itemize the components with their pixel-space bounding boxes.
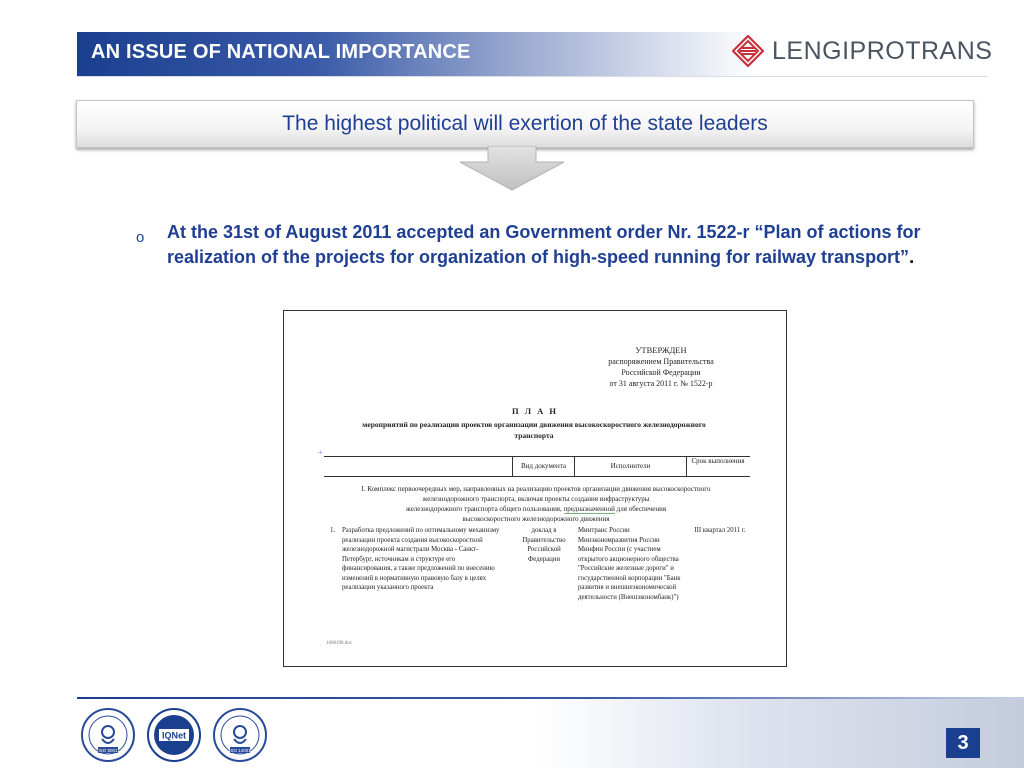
bullet-main-text: At the 31st of August 2011 accepted an Government order Nr. 1522-r “Plan of actions for realization of the projects for organization of high-speed running for railway transport” <box>167 222 921 267</box>
highlighted-word: предназначенной <box>563 505 615 513</box>
approval-line: распоряжением Правительства <box>608 357 714 366</box>
column-header-deadline: Срок выполнения <box>691 457 745 465</box>
section-line: I. Комплекс первоочередных мер, направленных на реализацию проектов организации движения высокоскоростного <box>361 485 711 493</box>
bullet-marker: o <box>136 229 145 246</box>
seal-label: ISO 9001 <box>98 748 118 753</box>
approval-heading: УТВЕРЖДЕН <box>635 345 687 355</box>
row-doc-type: доклад в Правительство Российской Федерации <box>522 527 566 563</box>
approval-line: от 31 августа 2011 г. № 1522-р <box>609 379 713 388</box>
banner-text: The highest political will exertion of the state leaders <box>282 112 768 135</box>
approval-block <box>576 345 746 389</box>
section-text: для обеспечения <box>614 505 667 513</box>
approval-line: Российской Федерации <box>621 368 701 377</box>
iso-14001-seal-icon <box>212 707 268 763</box>
plan-title: П Л А Н <box>511 406 559 416</box>
column-header-executors: Исполнители <box>610 462 651 470</box>
down-arrow-icon <box>458 146 566 192</box>
section-line: железнодорожного транспорта, включая проекты создания инфраструктуры <box>422 495 650 503</box>
logo-text: LENGIPROTRANS <box>772 36 993 65</box>
iso-9001-seal-icon <box>80 707 136 763</box>
page-number: 3 <box>946 728 980 758</box>
bullet-text <box>167 220 927 270</box>
statement-banner <box>76 100 974 148</box>
government-order-image <box>283 310 787 667</box>
header-bar <box>77 32 757 76</box>
row-measure: Разработка предложений по оптимальному механизму реализации проекта создания высокоскоростной железнодорожной магистрали Москва - Санкт-Петербург, источникам и структуре его финансирования, а также предложений по внесению изменений в нормативную правовую базу в целях реализации указанного проекта <box>342 527 500 591</box>
section-text: железнодорожного транспорта общего пользования, <box>405 505 564 513</box>
section-line: высокоскоростного железнодорожного движения <box>462 515 610 523</box>
table-anchor-marker: + <box>318 448 323 457</box>
column-header-doc-type: Вид документа <box>520 462 567 470</box>
row-number: 1. <box>330 526 336 534</box>
bullet-period: . <box>909 247 915 267</box>
plan-subtitle: мероприятий по реализации проектов организации движения высокоскоростного железнодорожного транспорта <box>362 420 706 440</box>
company-logo <box>732 33 992 69</box>
header-divider <box>77 76 987 77</box>
lengiprotrans-logo-icon <box>732 35 764 67</box>
seal-label: IQNet <box>161 730 187 741</box>
row-deadline: III квартал 2011 г. <box>694 527 746 534</box>
section-line <box>320 504 752 514</box>
row-executors: Минтранс России Минэкономразвития России Минфин России (с участием открытого акционерного общества "Российские железные дороги" и государственной корпорации "Банк развития и внешнеэкономической деятельности (Внешэкономбанк)") <box>578 527 681 601</box>
footer-divider <box>77 697 1024 699</box>
slide-title: AN ISSUE OF NATIONAL IMPORTANCE <box>91 41 471 63</box>
seal-label: ISO 14001 <box>229 748 251 753</box>
iqnet-seal-icon <box>146 707 202 763</box>
section-heading <box>320 484 752 524</box>
file-footnote: 1608198.doc <box>326 641 352 646</box>
